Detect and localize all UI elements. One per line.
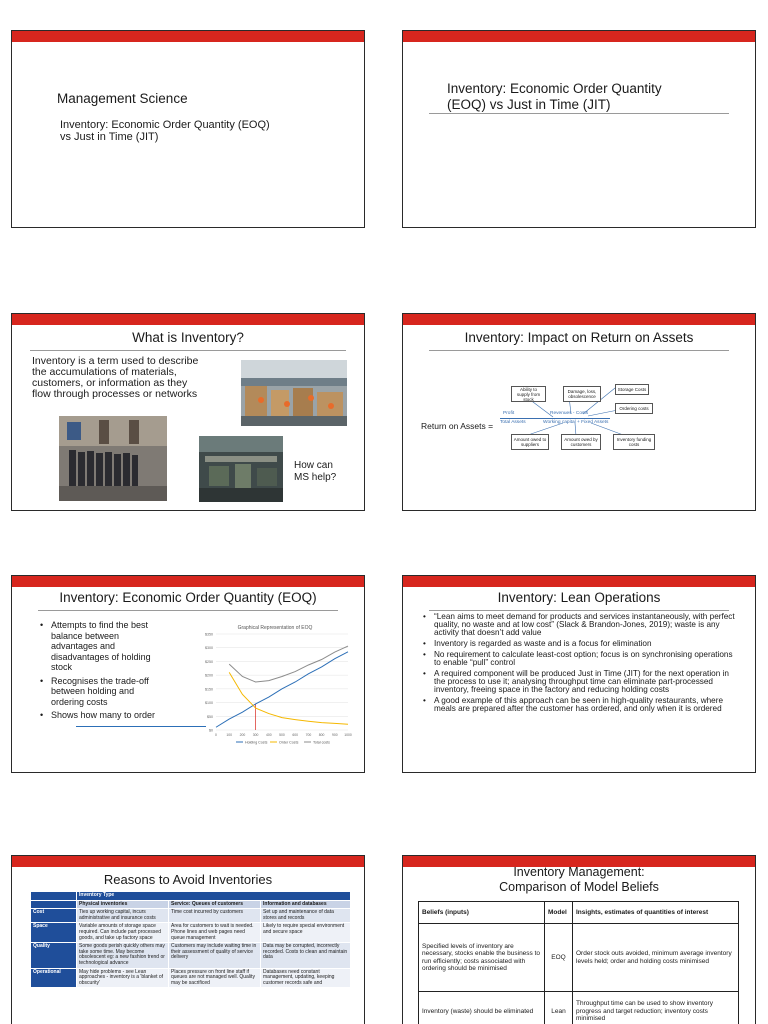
slide-lean-operations[interactable] xyxy=(402,575,756,773)
y-tick-label: $250 xyxy=(205,659,213,664)
table-corner-cell xyxy=(31,900,77,909)
x-tick-label: 500 xyxy=(279,733,285,737)
y-tick-label: $100 xyxy=(205,701,213,706)
formula-total-assets: Total Assets xyxy=(500,420,526,425)
slide-header-bar xyxy=(12,314,364,325)
formula-fraction-bar xyxy=(500,418,610,419)
x-tick-label: 900 xyxy=(331,733,338,737)
roa-label: Return on Assets = xyxy=(421,421,494,431)
box-ordering-costs: Ordering costs xyxy=(615,403,653,414)
model-cell: EOQ xyxy=(545,924,573,992)
comparison-table xyxy=(418,901,739,1024)
slide-header-bar xyxy=(12,856,364,867)
bullet-item: • Inventory is regarded as waste and is a focus for elimination xyxy=(423,640,739,648)
table-cell: Variable amounts of storage space required. Can include part processed goods, and take up factory space xyxy=(77,923,169,943)
slide-header-bar xyxy=(12,31,364,42)
y-tick-label: $300 xyxy=(205,646,213,651)
slide-title: Inventory: Economic Order Quantity (EOQ) vs Just in Time (JIT) xyxy=(447,81,662,112)
formula-profit: Profit xyxy=(503,411,515,416)
belief-cell: Inventory (waste) should be eliminated xyxy=(419,992,545,1024)
ms-question: How can MS help? xyxy=(294,460,337,483)
row-label: Quality xyxy=(31,943,77,968)
column-header: Model xyxy=(545,902,573,924)
title-divider xyxy=(429,113,729,114)
column-header: Beliefs (inputs) xyxy=(419,902,545,924)
table-row xyxy=(419,924,739,992)
eoq-chart xyxy=(190,620,360,750)
bullet-item: • “Lean aims to meet demand for products and services instantaneously, with perfect quality, no waste and at low cost” (Slack & Brandon-Jones, 2019); waste is any activity that doesn’t add value xyxy=(423,613,739,637)
formula-working-capital: Working capital + Fixed Assets xyxy=(543,420,609,425)
row-label: Operational xyxy=(31,968,77,988)
slide-title: Management Science xyxy=(57,91,188,106)
x-tick-label: 1000 xyxy=(344,733,352,737)
belief-cell: Specified levels of inventory are necessary, stocks enable the business to run efficiently; costs associated with ordering should be minimised xyxy=(419,924,545,992)
slide-eoq[interactable] xyxy=(11,575,365,773)
table-type-header-row xyxy=(31,892,351,901)
table-cell: Likely to require special environment and secure space xyxy=(261,923,351,943)
box-owed-to-suppliers: Amount owed to suppliers xyxy=(511,434,549,450)
slide-eoq-vs-jit[interactable] xyxy=(402,30,756,228)
bullet-item: • Recognises the trade-off between holding and ordering costs xyxy=(40,676,158,708)
model-cell: Lean xyxy=(545,992,573,1024)
inventory-type-header: Inventory Type xyxy=(77,892,351,901)
bullet-item: • Attempts to find the best balance between advantages and disadvantages of holding stock xyxy=(40,620,158,673)
y-tick-label: $150 xyxy=(205,687,213,692)
insight-cell: Throughput time can be used to show inventory progress and target reduction; inventory costs minimised xyxy=(573,992,739,1024)
column-header: Insights, estimates of quantities of interest xyxy=(573,902,739,924)
row-label: Space xyxy=(31,923,77,943)
table-cell: Ties up working capital, incurs administrative and insurance costs xyxy=(77,909,169,923)
table-row xyxy=(31,943,351,968)
series-line-total-costs xyxy=(229,646,348,682)
x-tick-label: 400 xyxy=(265,733,272,737)
table-cell: Set up and maintenance of data stores and records xyxy=(261,909,351,923)
slide-title-line1: Inventory Management: xyxy=(513,865,645,879)
bullet-item: • A required component will be produced Just in Time (JIT) for the next operation in the process to use it; analysing throughput time can eliminate part-processed inventory, freeing space in the factory and reducing holding costs xyxy=(423,670,739,694)
slide-title: Reasons to Avoid Inventories xyxy=(103,872,273,887)
eoq-bullet-list xyxy=(40,620,158,724)
title-divider xyxy=(30,350,346,351)
slide-title: Inventory: Economic Order Quantity (EOQ) xyxy=(59,590,317,605)
y-tick-label: $50 xyxy=(207,714,213,719)
table-cell: Customers may include waiting time in their assessment of quality of service delivery xyxy=(169,943,261,968)
box-supply-from-stock: Ability to supply from stock xyxy=(511,386,546,402)
y-tick-label: $350 xyxy=(205,632,213,637)
column-header: Physical inventories xyxy=(77,900,169,909)
table-cell: Databases need constant management, updating, keeping customer records safe and xyxy=(261,968,351,988)
formula-revenues-costs: Revenues - Costs xyxy=(550,411,589,416)
slide-header-bar xyxy=(403,576,755,587)
slide-title: Inventory: Impact on Return on Assets xyxy=(464,330,694,345)
table-row xyxy=(31,968,351,988)
slide-title: Inventory: Lean Operations xyxy=(497,590,661,605)
x-tick-label: 700 xyxy=(305,733,312,737)
slide-header-bar xyxy=(403,31,755,42)
legend-label: Order Costs xyxy=(279,740,299,745)
slide-comparison-model-beliefs[interactable] xyxy=(402,855,756,1024)
slide-header-bar xyxy=(12,576,364,587)
row-label: Cost xyxy=(31,909,77,923)
x-tick-label: 200 xyxy=(239,733,246,737)
table-cell: Time cost incurred by customers xyxy=(169,909,261,923)
bullet-item: • No requirement to calculate least-cost option; focus is on synchronising operations to enable “pull” control xyxy=(423,651,739,667)
x-tick-label: 600 xyxy=(292,733,299,737)
pointer-line xyxy=(76,726,206,727)
chart-title: Graphical Representation of EOQ xyxy=(237,625,313,631)
column-header: Service: Queues of customers xyxy=(169,900,261,909)
slide-what-is-inventory[interactable] xyxy=(11,313,365,511)
table-cell: Area for customers to wait is needed. Phone lines and web pages need queue management xyxy=(169,923,261,943)
legend-label: Total costs xyxy=(313,740,330,745)
x-tick-label: 0 xyxy=(215,733,217,737)
box-inventory-funding: Inventory funding costs xyxy=(613,434,655,450)
definition-text: Inventory is a term used to describe the accumulations of materials, customers, or information as they flow through processes or networks xyxy=(32,355,199,400)
slide-title-line2: Comparison of Model Beliefs xyxy=(499,880,659,894)
slide-subtitle: Inventory: Economic Order Quantity (EOQ) vs Just in Time (JIT) xyxy=(60,119,270,143)
y-tick-label: $200 xyxy=(205,673,213,678)
table-row xyxy=(31,923,351,943)
table-cell: Data may be corrupted, incorrectly recorded. Costs to clean and maintain data xyxy=(261,943,351,968)
table-cell: Places pressure on front line staff if queues are not managed well. Quality may be sacrificed xyxy=(169,968,261,988)
x-tick-label: 800 xyxy=(318,733,325,737)
box-damage-loss: Damage, loss, obsolescence xyxy=(563,386,601,402)
y-tick-label: $0 xyxy=(209,728,213,733)
slide-title: What is Inventory? xyxy=(132,330,244,345)
slide-return-on-assets[interactable] xyxy=(402,313,756,511)
factory-photo xyxy=(199,436,283,502)
x-tick-label: 100 xyxy=(226,733,233,737)
table-row xyxy=(31,909,351,923)
bullet-item: • Shows how many to order xyxy=(40,710,158,721)
table-column-header-row xyxy=(31,900,351,909)
warehouse-photo xyxy=(241,360,347,426)
table-row xyxy=(419,992,739,1024)
title-divider xyxy=(429,610,729,611)
legend-label: Holding Costs xyxy=(245,740,268,745)
series-line-holding-costs xyxy=(216,652,348,727)
table-cell: May hide problems - see Lean approaches - inventory is a 'blanket of obscurity' xyxy=(77,968,169,988)
box-owed-by-customers: Amount owed by customers xyxy=(561,434,601,450)
table-header-row xyxy=(419,902,739,924)
lean-bullet-list xyxy=(423,613,739,716)
reasons-table xyxy=(30,891,351,988)
box-storage-costs: Storage Costs xyxy=(615,384,649,395)
queue-photo xyxy=(59,416,167,501)
table-corner-cell xyxy=(31,892,77,901)
title-divider xyxy=(429,350,729,351)
title-divider xyxy=(38,610,338,611)
insight-cell: Order stock outs avoided, minimum average inventory levels held; order and holding costs minimised xyxy=(573,924,739,992)
slide-management-science[interactable] xyxy=(11,30,365,228)
column-header: Information and databases xyxy=(261,900,351,909)
bullet-item: • A good example of this approach can be seen in high-quality restaurants, where meals are prepared after the customer has ordered, and only when it is ordered xyxy=(423,697,739,713)
slide-reasons-avoid-inventories[interactable] xyxy=(11,855,365,1024)
table-cell: Some goods perish quickly others may take some time. May become obsolescent eg: a new fashion trend or technological advance xyxy=(77,943,169,968)
x-tick-label: 300 xyxy=(252,733,259,737)
slide-header-bar xyxy=(403,314,755,325)
